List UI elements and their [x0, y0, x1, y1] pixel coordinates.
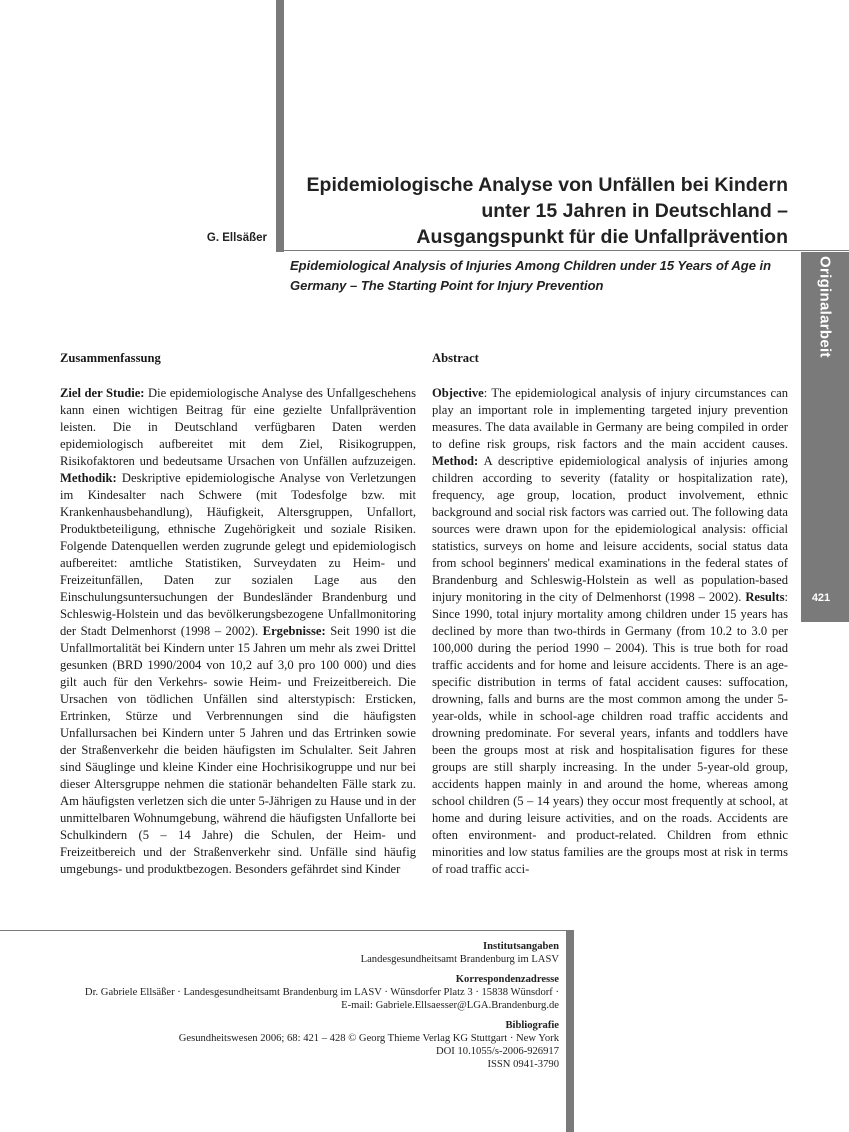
segment-text: : The epidemiological analysis of injury circumstances can play an important role in implementing targeted injury prevention measures. The data available in Germany are being compiled in order to define risk groups, risk factors and the main accident causes.: [432, 386, 788, 451]
title-line: unter 15 Jahren in Deutschland –: [481, 200, 788, 222]
institut-block: [0, 940, 559, 966]
footer-divider: [0, 930, 574, 931]
segment-label: Ziel der Studie:: [60, 386, 145, 400]
article-title: [268, 172, 788, 250]
institut-heading: Institutsangaben: [483, 941, 559, 952]
article-info: [0, 940, 559, 1078]
bibliography-citation: Gesundheitswesen 2006; 68: 421 – 428 © Georg Thieme Verlag KG Stuttgart · New York: [178, 1033, 559, 1044]
segment-text: Die epidemiologische Analyse des Unfallgeschehens kann einen wichtigen Beitrag für eine gezielte Unfallprävention leisten. Die in Deutschland verfügbaren Daten werden epidemiologisch aufbereitet mit dem Ziel, Risikogruppen, Risikofaktoren und bedeutsame Ursachen von Unfällen aufzuzeigen.: [60, 386, 416, 468]
title-line: Ausgangspunkt für die Unfallprävention: [416, 226, 788, 248]
correspondence-email: E-mail: Gabriele.Ellsaesser@LGA.Brandenburg.de: [341, 1000, 559, 1011]
author: G. Ellsäßer: [206, 232, 267, 244]
section-label: Originalarbeit: [816, 256, 834, 358]
english-title: [290, 256, 790, 296]
abstract-text: [432, 385, 788, 878]
abstract-column: [432, 350, 788, 878]
bibliography-block: [0, 1019, 559, 1071]
bibliography-heading: Bibliografie: [505, 1020, 559, 1031]
segment-label: Method:: [432, 454, 479, 468]
zusammenfassung-column: [60, 350, 416, 878]
subtitle-line: Epidemiological Analysis of Injuries Among Children under 15 Years of Age in: [290, 258, 772, 273]
page-number: 421: [811, 592, 831, 604]
correspondence-address: Dr. Gabriele Ellsäßer · Landesgesundheitsamt Brandenburg im LASV · Wünsdorfer Platz 3 · 15838 Wünsdorf ·: [84, 987, 559, 998]
segment-label: Objective: [432, 386, 484, 400]
segment-label: Methodik:: [60, 471, 117, 485]
subtitle-line: Germany – The Starting Point for Injury Prevention: [290, 278, 604, 293]
segment-label: Ergebnisse:: [262, 624, 326, 638]
segment-text: Seit 1990 ist die Unfallmortalität bei Kindern unter 15 Jahren um mehr als zwei Drittel gesunken (BRD 1990/2004 von 10,2 auf 3,0 pro 100 000) und dies gilt auch für den Verkehrs- sowie Heim- und Freizeitbereich. Die Ursachen von tödlichen Unfällen sind alterstypisch: Ersticken, Ertrinken, Stürze und Verbrennungen sind die häufigsten Unfallursachen bei Kindern unter 5 Jahren und das Ertrinken sowie der Straßenverkehr die beiden häufigsten im Schulalter. Seit Jahren sind Säuglinge und kleine Kinder eine Hochrisikogruppe und nur bei dieser Altersgruppe nehmen die stationär behandelten Fälle stark zu. Am häufigsten verletzen sich die unter 5-Jährigen zu Hause und in der unmittelbaren Wohnumgebung, während die häufigsten Unfallorte bei Schulkindern (5 – 14 Jahre) die Schulen, der Heim- und Freizeitbereich und der Straßenverkehr sind. Unfälle sind häufig umgebungs- und produktbezogen. Besonders gefährdet sind Kinder: [60, 624, 416, 876]
correspondence-block: [0, 973, 559, 1012]
zusammenfassung-text: [60, 385, 416, 878]
correspondence-heading: Korrespondenzadresse: [455, 974, 559, 985]
bottom-vertical-bar: [566, 931, 574, 1132]
title-line: Epidemiologische Analyse von Unfällen bei Kindern: [306, 174, 788, 196]
institut-text: Landesgesundheitsamt Brandenburg im LASV: [360, 954, 559, 965]
abstract-heading: Abstract: [432, 351, 479, 365]
segment-text: Deskriptive epidemiologische Analyse von Verletzungen im Kindesalter nach Schwere (mit Todesfolge bzw. mit Krankenhausbehandlung), Häufigkeit, Altersgruppen, Unfallort, Produktbeteiligung, ethnische Zugehörigkeit und soziale Risiken. Folgende Datenquellen werden zugrunde gelegt und epidemiologisch aufbereitet: amtliche Statistiken, Surveydaten zu Heim- und Freizeitunfällen, Daten zur sozialen Lage aus den Einschulungsuntersuchungen der Bundesländer Brandenburg und Schleswig-Holstein und das bevölkerungsbezogene Unfallmonitoring der Stadt Delmenhorst (1998 – 2002).: [60, 471, 416, 638]
segment-text: A descriptive epidemiological analysis of injuries among children according to severity (fatality or hospitalization rate), frequency, age group, location, product involvement, ethnic background and social risk factors was carried out. The following data sources were drawn upon for the epidemiological analysis: official statistics, surveys on home and leisure accidents, social status data from school beginners' medical examinations in the federal states of Brandenburg and Schleswig-Holstein as well as population-based injury monitoring in the city of Delmenhorst (1998 – 2002).: [432, 454, 788, 604]
segment-label: Results: [745, 590, 785, 604]
bibliography-issn: ISSN 0941-3790: [487, 1059, 559, 1070]
header-divider: [276, 250, 849, 251]
zusammenfassung-heading: Zusammenfassung: [60, 351, 161, 365]
segment-text: : Since 1990, total injury mortality among children under 15 years has declined by more than two-thirds in Germany (from 10.2 to 3.0 per 100,000 during the period 1990 – 2004). This is true both for road traffic accidents and for home and leisure accidents. There is an age-specific distribution in terms of fatal accident causes: suffocation, drowning, falls and burns are the most common among the under 5-year-olds, while in school-age children road traffic accidents and drowning predominate. For several years, infants and toddlers have been the groups most at risk and hospitalisation figures for these groups are still sharply increasing. In the under 5-year-old group, accidents happen mainly in and around the home, whereas among school children (5 – 14 years) they occur most frequently at school, at home and during leisure activities, and on the roads. Accidents are often environment- and product-related. Children from ethnic minorities and low status families are the groups most at risk in terms of road traffic acci-: [432, 590, 788, 876]
bibliography-doi: DOI 10.1055/s-2006-926917: [436, 1046, 559, 1057]
